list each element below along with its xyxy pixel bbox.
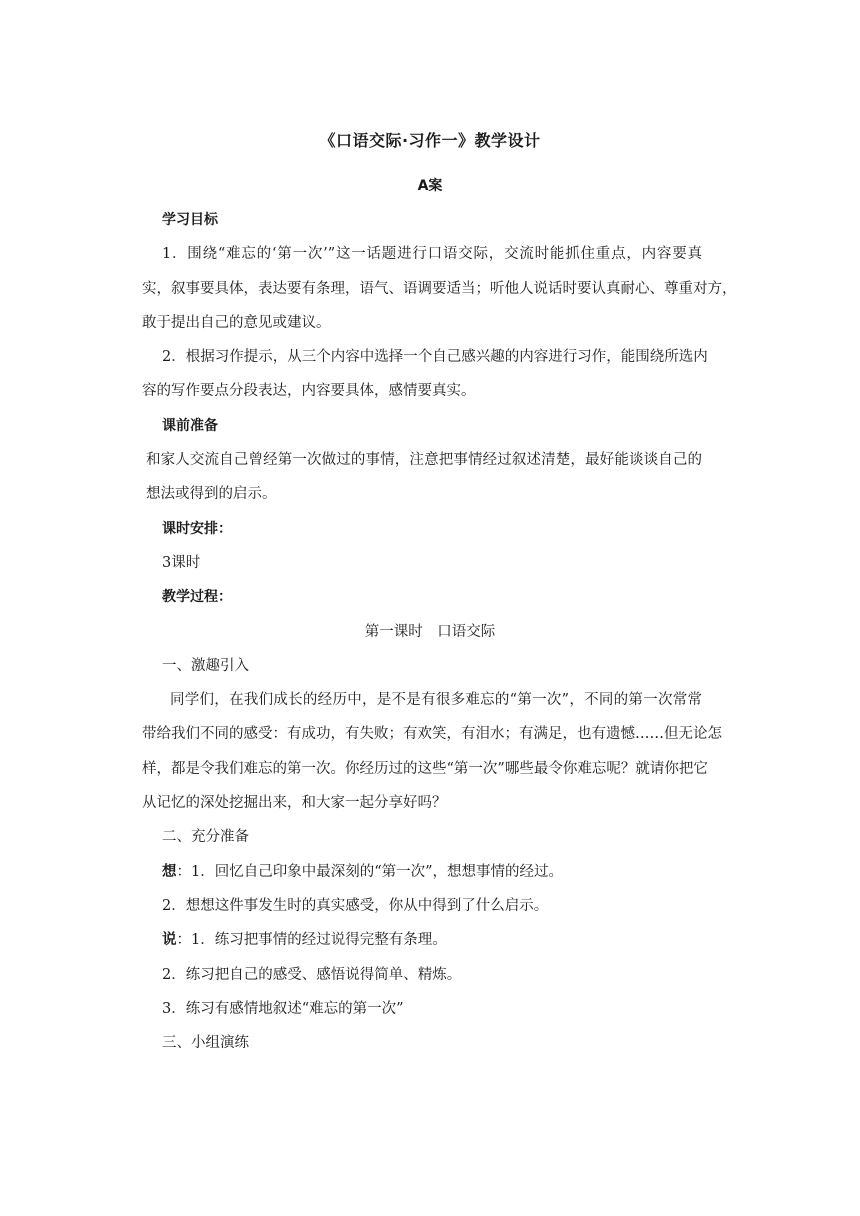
prep-heading: 课前准备 bbox=[162, 417, 218, 434]
say1-text: ：1．练习把事情的经过说得完整有条理。 bbox=[176, 932, 447, 949]
say-line2: 2．练习把自己的感受、感悟说得简单、精炼。 bbox=[162, 966, 462, 983]
step1-line3: 样，都是令我们难忘的第一次。你经历过的这些“第一次”哪些最令你难忘呢？就请你把它 bbox=[142, 760, 708, 777]
prep-line1: 和家人交流自己曾经第一次做过的事情，注意把事情经过叙述清楚，最好能谈谈自己的 bbox=[146, 452, 702, 469]
document-subtitle: A案 bbox=[417, 178, 443, 194]
lesson1-title: 第一课时 口语交际 bbox=[364, 623, 496, 640]
step2-heading: 二、充分准备 bbox=[162, 829, 249, 846]
step1-line4: 从记忆的深处挖掘出来，和大家一起分享好吗？ bbox=[142, 795, 447, 812]
prep-line2: 想法或得到的启示。 bbox=[146, 486, 277, 503]
document-title: 《口语交际·习作一》教学设计 bbox=[319, 131, 541, 150]
schedule-value: 3课时 bbox=[162, 554, 201, 571]
step3-heading: 三、小组演练 bbox=[162, 1035, 249, 1052]
document-body bbox=[142, 203, 737, 1060]
step1-line2: 带给我们不同的感受：有成功，有失败；有欢笑，有泪水；有满足，也有遗憾……但无论怎 bbox=[142, 726, 722, 743]
think-label: 想 bbox=[162, 863, 177, 880]
think-line1 bbox=[162, 855, 702, 889]
goal1-line1: 1．围绕“难忘的‘第一次’”这一话题进行口语交际，交流时能抓住重点，内容要真 bbox=[162, 246, 702, 263]
think1-text: ：1．回忆自己印象中最深刻的“第一次”，想想事情的经过。 bbox=[176, 863, 564, 880]
goal2-line1: 2．根据习作提示，从三个内容中选择一个自己感兴趣的内容进行习作，能围绕所选内 bbox=[162, 349, 708, 366]
goal1-line3: 敢于提出自己的意见或建议。 bbox=[142, 314, 331, 331]
say-label: 说 bbox=[162, 932, 177, 949]
schedule-heading: 课时安排： bbox=[162, 520, 232, 537]
think-line2: 2．想想这件事发生时的真实感受，你从中得到了什么启示。 bbox=[162, 897, 549, 914]
process-heading: 教学过程： bbox=[162, 589, 232, 606]
step1-heading: 一、激趣引入 bbox=[162, 657, 249, 674]
goal1-line2: 实，叙事要具体，表达要有条理，语气、语调要适当；听他人说话时要认真耐心、尊重对方， bbox=[142, 280, 737, 297]
goal2-line2: 容的写作要点分段表达，内容要具体，感情要真实。 bbox=[142, 383, 476, 400]
say-line3: 3．练习有感情地叙述“难忘的第一次” bbox=[162, 1000, 404, 1017]
step1-line1: 同学们，在我们成长的经历中，是不是有很多难忘的“第一次”，不同的第一次常常 bbox=[170, 692, 702, 709]
say-line1 bbox=[162, 923, 702, 957]
goals-heading: 学习目标 bbox=[162, 212, 218, 228]
